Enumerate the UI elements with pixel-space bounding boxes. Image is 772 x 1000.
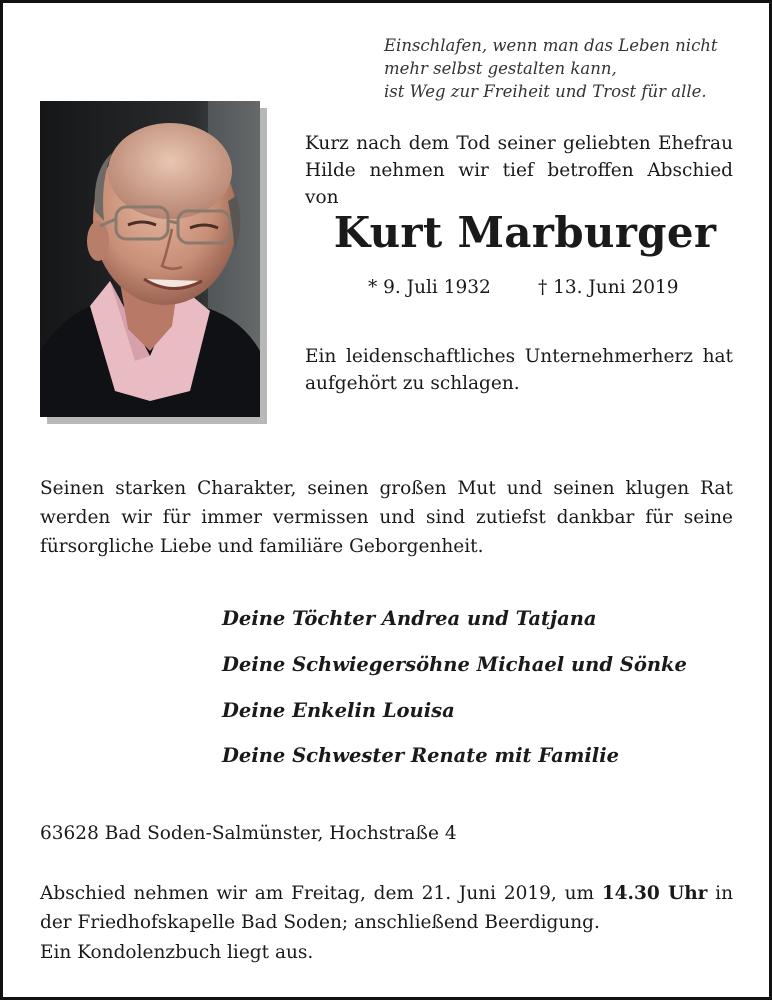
address: 63628 Bad Soden-Salmünster, Hochstraße 4 <box>40 823 457 844</box>
motto-line-3: ist Weg zur Freiheit und Trost für alle. <box>384 82 707 101</box>
birth-date: * 9. Juli 1932 <box>368 277 491 298</box>
intro-text: Kurz nach dem Tod seiner geliebten Ehefrau Hilde nehmen wir tief betroffen Abschied von <box>305 133 733 208</box>
farewell-time: 14.30 Uhr <box>601 883 708 904</box>
family-line-granddaughter: Deine Enkelin Louisa <box>222 699 455 722</box>
character-text: Seinen starken Charakter, seinen großen Mut und seinen klugen Rat werden wir für immer vermissen und sind zutiefst dankbar für seine fürsorgliche Liebe und familiäre Geborgenheit. <box>40 478 733 557</box>
portrait-illustration <box>40 101 260 417</box>
family-line-sons-in-law: Deine Schwiegersöhne Michael und Sönke <box>222 653 687 676</box>
farewell-text-before: Abschied nehmen wir am Freitag, dem 21. Juni 2019, um <box>40 883 602 904</box>
death-date: † 13. Juni 2019 <box>538 277 679 298</box>
family-line-sister: Deine Schwester Renate mit Familie <box>222 744 620 767</box>
condolence-note: Ein Kondolenzbuch liegt aus. <box>40 942 314 963</box>
farewell-text <box>40 879 733 937</box>
motto-line-2: mehr selbst gestalten kann, <box>384 59 617 78</box>
farewell-text-after: in der Friedhofskapelle Bad Soden; anschließend Beerdigung. <box>40 883 734 933</box>
family-line-daughters: Deine Töchter Andrea und Tatjana <box>222 607 597 630</box>
portrait-photo <box>40 101 260 417</box>
deceased-name: Kurt Marburger <box>333 208 717 257</box>
motto-quote <box>384 34 754 103</box>
heart-text: Ein leidenschaftliches Unternehmerherz hat aufgehört zu schlagen. <box>305 346 733 394</box>
motto-line-1: Einschlafen, wenn man das Leben nicht <box>384 36 718 55</box>
